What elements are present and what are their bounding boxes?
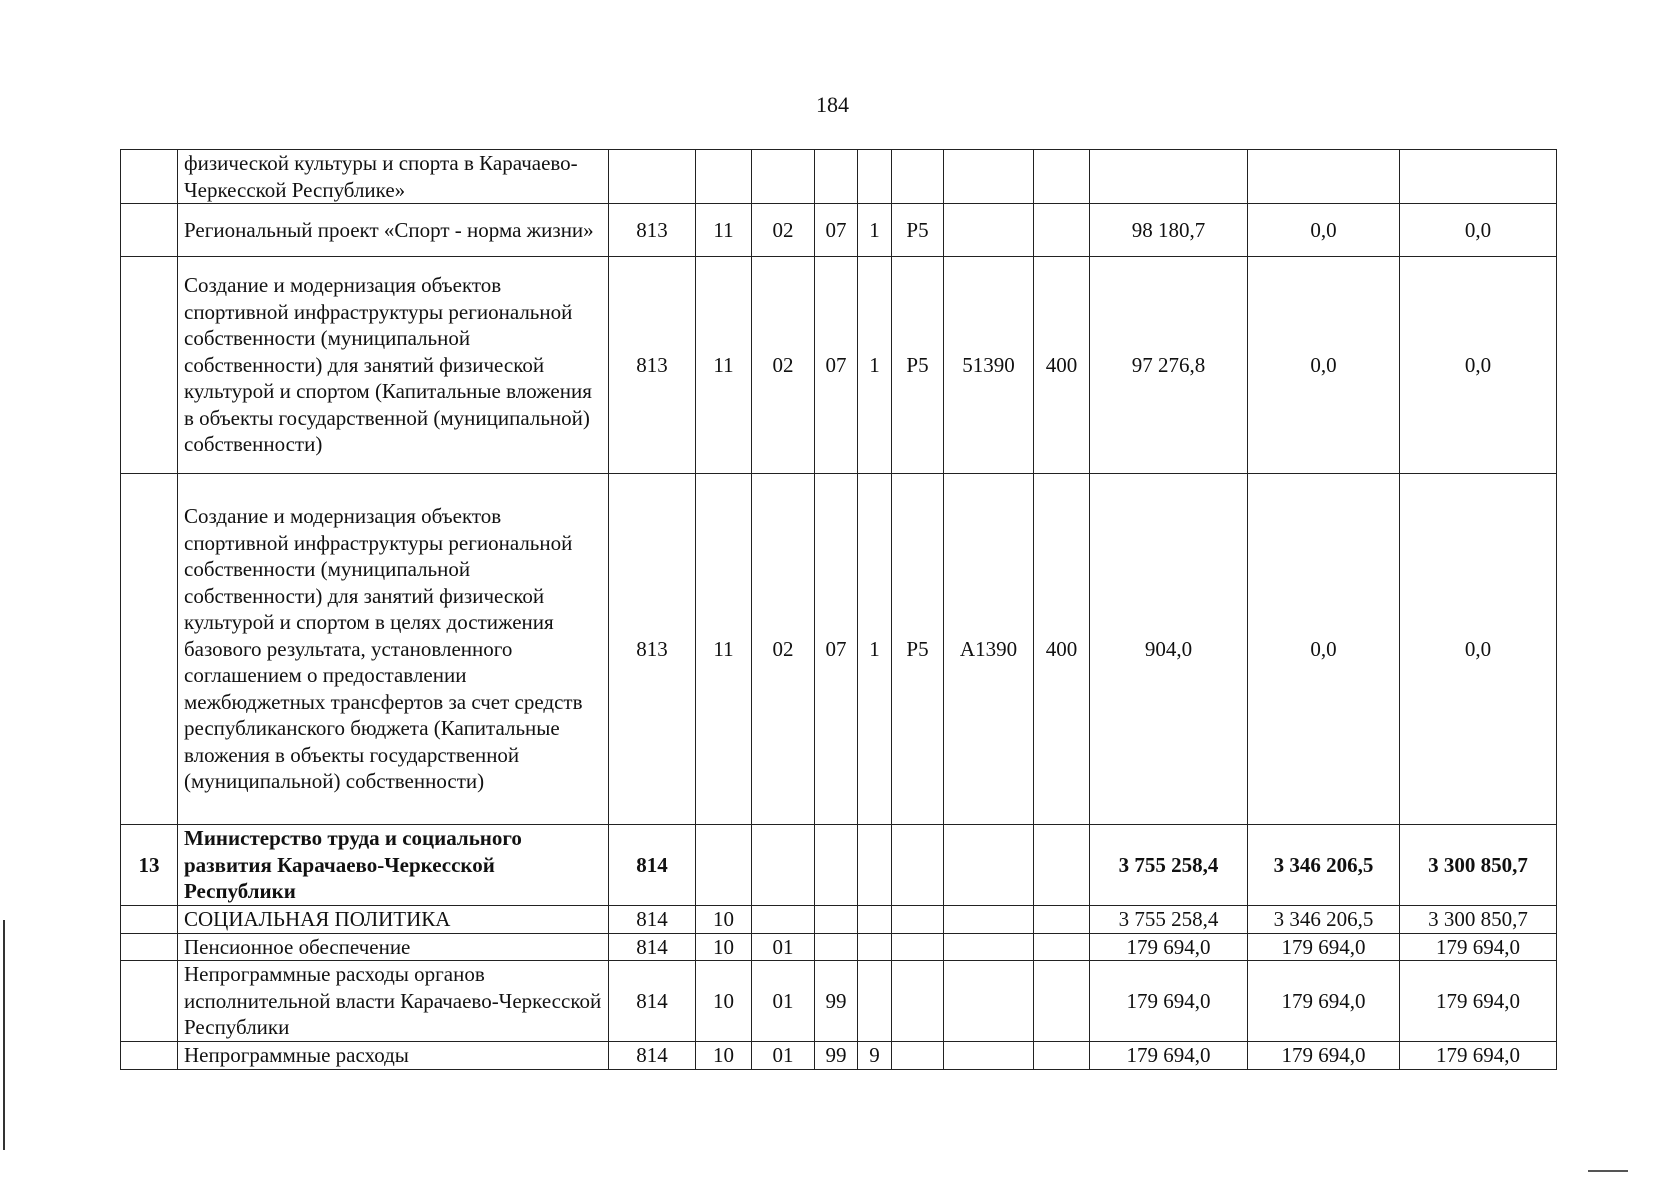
subsection-code: 02 [752, 204, 815, 257]
table-row [121, 150, 1557, 204]
target-item-code-1: 07 [815, 257, 858, 474]
row-name: физической культуры и спорта в Карачаево-Черкесской Республике» [178, 150, 609, 204]
ved-code: 814 [609, 961, 696, 1042]
amount-year-2: 179 694,0 [1248, 961, 1400, 1042]
section-code: 11 [696, 474, 752, 825]
amount-year-1: 179 694,0 [1090, 961, 1248, 1042]
table-row [121, 961, 1557, 1042]
subsection-code [752, 825, 815, 906]
subsection-code: 01 [752, 961, 815, 1042]
amount-year-1: 97 276,8 [1090, 257, 1248, 474]
target-item-code-3: Р5 [892, 474, 944, 825]
target-item-code-1 [815, 906, 858, 934]
row-name: СОЦИАЛЬНАЯ ПОЛИТИКА [178, 906, 609, 934]
section-code [696, 825, 752, 906]
table-row [121, 257, 1557, 474]
row-number [121, 961, 178, 1042]
amount-year-2: 3 346 206,5 [1248, 906, 1400, 934]
target-item-code-4 [944, 933, 1034, 961]
target-item-code-3 [892, 150, 944, 204]
target-item-code-1 [815, 933, 858, 961]
expense-type-code [1034, 204, 1090, 257]
amount-year-3: 3 300 850,7 [1400, 825, 1557, 906]
target-item-code-3 [892, 825, 944, 906]
target-item-code-1 [815, 825, 858, 906]
expense-type-code [1034, 961, 1090, 1042]
amount-year-2: 179 694,0 [1248, 933, 1400, 961]
target-item-code-4 [944, 150, 1034, 204]
target-item-code-2: 1 [858, 474, 892, 825]
table-row [121, 474, 1557, 825]
expense-type-code [1034, 906, 1090, 934]
target-item-code-2: 9 [858, 1042, 892, 1070]
scan-edge-line [3, 920, 5, 1150]
amount-year-1: 3 755 258,4 [1090, 825, 1248, 906]
amount-year-3: 179 694,0 [1400, 961, 1557, 1042]
row-name: Непрограммные расходы органов исполнительной власти Карачаево-Черкесской Республики [178, 961, 609, 1042]
row-number [121, 257, 178, 474]
subsection-code [752, 150, 815, 204]
target-item-code-1: 99 [815, 1042, 858, 1070]
amount-year-1: 179 694,0 [1090, 1042, 1248, 1070]
row-name: Региональный проект «Спорт - норма жизни» [178, 204, 609, 257]
ved-code: 814 [609, 1042, 696, 1070]
amount-year-3: 0,0 [1400, 204, 1557, 257]
amount-year-3: 3 300 850,7 [1400, 906, 1557, 934]
target-item-code-4: А1390 [944, 474, 1034, 825]
ved-code: 813 [609, 474, 696, 825]
amount-year-1: 98 180,7 [1090, 204, 1248, 257]
row-number [121, 150, 178, 204]
section-code: 10 [696, 906, 752, 934]
amount-year-1: 904,0 [1090, 474, 1248, 825]
amount-year-1: 3 755 258,4 [1090, 906, 1248, 934]
amount-year-3: 0,0 [1400, 474, 1557, 825]
section-code: 10 [696, 1042, 752, 1070]
target-item-code-2 [858, 961, 892, 1042]
row-name: Создание и модернизация объектов спортивной инфраструктуры региональной собственности (муниципальной собственности) для занятий физической культурой и спортом в целях достижения базового результата, установленного соглашением о предоставлении межбюджетных трансфертов за счет средств республиканского бюджета (Капитальные вложения в объекты государственной (муниципальной) собственности) [178, 474, 609, 825]
expense-type-code [1034, 825, 1090, 906]
subsection-code: 02 [752, 257, 815, 474]
subsection-code [752, 906, 815, 934]
target-item-code-4 [944, 204, 1034, 257]
target-item-code-2 [858, 906, 892, 934]
section-code: 10 [696, 933, 752, 961]
subsection-code: 02 [752, 474, 815, 825]
expense-type-code: 400 [1034, 474, 1090, 825]
target-item-code-3: Р5 [892, 257, 944, 474]
target-item-code-2 [858, 933, 892, 961]
amount-year-2: 0,0 [1248, 257, 1400, 474]
table-row [121, 906, 1557, 934]
row-name: Создание и модернизация объектов спортивной инфраструктуры региональной собственности (муниципальной собственности) для занятий физической культурой и спортом (Капитальные вложения в объекты государственной (муниципальной) собственности) [178, 257, 609, 474]
subsection-code: 01 [752, 1042, 815, 1070]
target-item-code-3 [892, 1042, 944, 1070]
ved-code: 813 [609, 257, 696, 474]
amount-year-3 [1400, 150, 1557, 204]
row-name: Министерство труда и социального развития Карачаево-Черкесской Республики [178, 825, 609, 906]
target-item-code-2 [858, 150, 892, 204]
amount-year-1: 179 694,0 [1090, 933, 1248, 961]
target-item-code-1: 99 [815, 961, 858, 1042]
budget-table [120, 149, 1557, 1070]
scan-edge-mark [1588, 1170, 1628, 1172]
row-number [121, 906, 178, 934]
target-item-code-3 [892, 906, 944, 934]
subsection-code: 01 [752, 933, 815, 961]
amount-year-2: 0,0 [1248, 474, 1400, 825]
table-row [121, 1042, 1557, 1070]
target-item-code-3 [892, 933, 944, 961]
target-item-code-3 [892, 961, 944, 1042]
section-code: 11 [696, 257, 752, 474]
row-number [121, 933, 178, 961]
row-number [121, 1042, 178, 1070]
amount-year-3: 179 694,0 [1400, 933, 1557, 961]
section-code: 10 [696, 961, 752, 1042]
ved-code [609, 150, 696, 204]
target-item-code-1: 07 [815, 474, 858, 825]
amount-year-2: 0,0 [1248, 204, 1400, 257]
table-row [121, 825, 1557, 906]
expense-type-code [1034, 1042, 1090, 1070]
page-number: 184 [816, 92, 849, 117]
target-item-code-2 [858, 825, 892, 906]
expense-type-code: 400 [1034, 257, 1090, 474]
target-item-code-2: 1 [858, 257, 892, 474]
row-number [121, 474, 178, 825]
table-row [121, 933, 1557, 961]
target-item-code-4 [944, 825, 1034, 906]
section-code: 11 [696, 204, 752, 257]
target-item-code-1 [815, 150, 858, 204]
row-number [121, 204, 178, 257]
expense-type-code [1034, 150, 1090, 204]
ved-code: 814 [609, 825, 696, 906]
target-item-code-4 [944, 961, 1034, 1042]
expense-type-code [1034, 933, 1090, 961]
target-item-code-3: Р5 [892, 204, 944, 257]
ved-code: 814 [609, 933, 696, 961]
row-name: Непрограммные расходы [178, 1042, 609, 1070]
row-name: Пенсионное обеспечение [178, 933, 609, 961]
target-item-code-4 [944, 1042, 1034, 1070]
amount-year-3: 0,0 [1400, 257, 1557, 474]
target-item-code-4 [944, 906, 1034, 934]
amount-year-2: 179 694,0 [1248, 1042, 1400, 1070]
section-code [696, 150, 752, 204]
target-item-code-2: 1 [858, 204, 892, 257]
ved-code: 814 [609, 906, 696, 934]
amount-year-1 [1090, 150, 1248, 204]
target-item-code-1: 07 [815, 204, 858, 257]
ved-code: 813 [609, 204, 696, 257]
row-number: 13 [121, 825, 178, 906]
target-item-code-4: 51390 [944, 257, 1034, 474]
table-row [121, 204, 1557, 257]
amount-year-2 [1248, 150, 1400, 204]
amount-year-2: 3 346 206,5 [1248, 825, 1400, 906]
amount-year-3: 179 694,0 [1400, 1042, 1557, 1070]
